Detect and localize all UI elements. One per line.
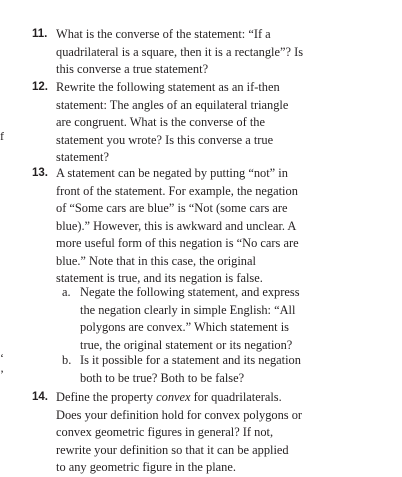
emphasized-term: convex [156,390,191,404]
exercise-text [56,26,328,79]
text-line: to any geometric figure in the plane. [56,460,236,474]
subpart-text [80,352,330,387]
text-line: polygons are convex.” Which statement is [80,320,289,334]
text-line: the negation clearly in simple English: “All [80,302,296,317]
exercise-number: 12. [32,81,48,93]
text-line: of “Some cars are blue” is “Not (some cars are [56,201,288,215]
exercise-text [56,389,328,477]
text-line: statement you wrote? Is this converse a true [56,132,274,147]
text-line: statement is true, and its negation is false. [56,271,263,285]
text-fragment: Define the property [56,390,157,404]
text-line: Does your definition hold for convex polygons or [56,407,303,422]
text-line: Rewrite the following statement as an if-then [56,80,280,94]
margin-fragment: ‘ [0,351,4,365]
text-line: quadrilateral is a square, then it is a rectangle”? Is [56,44,304,59]
text-line: both to be true? Both to be false? [80,370,245,385]
text-line: statement? [56,150,109,164]
text-line: A statement can be negated by putting “not” in [56,166,288,180]
subpart-text [80,284,330,354]
text-line: true, the original statement or its negation? [80,337,293,352]
text-line: rewrite your definition so that it can be applied [56,442,289,457]
text-line: statement: The angles of an equilateral triangle [56,97,289,112]
subpart-letter: a. [62,285,71,299]
text-line: front of the statement. For example, the negation [56,183,298,198]
exercise-text [56,165,328,288]
exercise-number: 11. [32,28,48,40]
text-line: Is it possible for a statement and its negation [80,353,301,367]
exercise-text [56,79,328,167]
subpart-letter: b. [62,353,72,367]
text-fragment: for quadrilaterals. [190,390,282,404]
text-line: more useful form of this negation is “No cars are [56,236,299,250]
text-line: are congruent. What is the converse of the [56,115,265,129]
text-line: blue.” Note that in this case, the original [56,253,256,268]
text-line [56,389,328,407]
exercise-number: 13. [32,167,48,179]
text-line: What is the converse of the statement: “If a [56,27,271,41]
margin-fragment: f [0,129,4,143]
text-line: Negate the following statement, and express [80,285,300,299]
text-line: this converse a true statement? [56,62,209,76]
text-line: blue).” However, this is awkward and unclear. A [56,218,297,233]
text-line: convex geometric figures in general? If not, [56,425,274,439]
margin-fragment: ’ [0,367,4,381]
exercise-number: 14. [32,391,48,403]
